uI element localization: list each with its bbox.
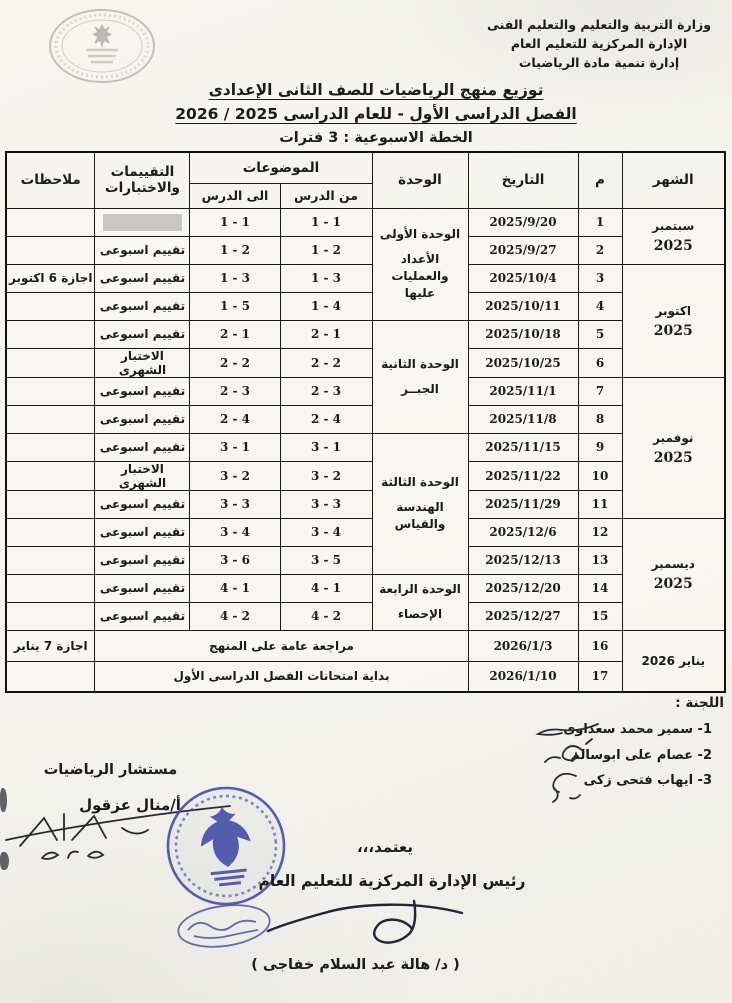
evaluation-cell: تقييم اسبوعى [95,320,190,348]
notes-cell [6,377,95,405]
serial-cell: 11 [578,490,622,518]
shaded-box [103,214,182,231]
lesson-from-cell: 2 - 4 [280,405,372,433]
notes-cell [6,490,95,518]
evaluation-cell: الاختبار الشهرى [95,461,190,490]
date-cell: 2025/9/27 [468,236,578,264]
lesson-to-cell: 3 - 3 [190,490,280,518]
table-row [6,546,725,574]
lesson-to-cell: 2 - 3 [190,377,280,405]
table-row [6,236,725,264]
serial-cell: 15 [578,602,622,630]
signature-samir [538,724,598,735]
date-cell: 2026/1/3 [468,630,578,661]
date-cell: 2025/12/27 [468,602,578,630]
evaluation-cell: الاختبار الشهرى [95,348,190,377]
ministry-logo-icon [46,6,158,86]
approval-title: رئيس الإدارة المركزية للتعليم العام [258,872,526,890]
table-row [6,630,725,661]
ink-mark [0,852,9,870]
serial-cell: 12 [578,518,622,546]
lesson-to-cell: 3 - 2 [190,461,280,490]
merged-note-cell: بداية امتحانات الفصل الدراسى الأول [95,661,468,692]
table-row [6,433,725,461]
committee-heading: اللجنة : [675,695,724,711]
evaluation-cell: تقييم اسبوعى [95,574,190,602]
table-row [6,602,725,630]
unit-cell: الوحدة الرابعة الإحصاء [372,574,468,630]
header-to-lesson: الى الدرس [190,183,280,208]
serial-cell: 10 [578,461,622,490]
notes-cell: اجازة 6 اكتوبر [6,264,95,292]
serial-cell: 13 [578,546,622,574]
notes-cell [6,208,95,236]
evaluation-cell [95,208,190,236]
merged-note-cell: مراجعة عامة على المنهج [95,630,468,661]
evaluation-cell: تقييم اسبوعى [95,292,190,320]
evaluation-cell: تقييم اسبوعى [95,490,190,518]
notes-cell [6,433,95,461]
lesson-to-cell: 1 - 1 [190,208,280,236]
evaluation-cell: تقييم اسبوعى [95,405,190,433]
date-cell: 2025/11/22 [468,461,578,490]
lesson-to-cell: 3 - 1 [190,433,280,461]
table-row [6,348,725,377]
committee-member-1: 1- سمير محمد سعداوى [563,722,712,737]
approval-name: ( د/ هالة عبد السلام خفاجى ) [251,957,460,973]
unit-cell: الوحدة الثالثة الهندسة والقياس [372,433,468,574]
header-evaluations: التقييمات والاختبارات [95,152,190,208]
lesson-to-cell: 3 - 4 [190,518,280,546]
lesson-from-cell: 3 - 3 [280,490,372,518]
evaluation-cell: تقييم اسبوعى [95,602,190,630]
lesson-to-cell: 4 - 1 [190,574,280,602]
lesson-from-cell: 3 - 5 [280,546,372,574]
lesson-to-cell: 3 - 6 [190,546,280,574]
serial-cell: 2 [578,236,622,264]
header-serial: م [578,152,622,208]
month-cell: يناير 2026 [622,630,725,692]
unit-cell: الوحدة الثانية الجبــر [372,320,468,433]
header-notes: ملاحظات [6,152,95,208]
advisor-name: أ/منال عزقول [79,796,181,814]
table-row [6,377,725,405]
notes-cell [6,320,95,348]
header-date: التاريخ [468,152,578,208]
month-cell: اكتوبر 2025 [622,264,725,377]
table-row [6,320,725,348]
table-row [6,461,725,490]
serial-cell: 8 [578,405,622,433]
serial-cell: 6 [578,348,622,377]
lesson-from-cell: 3 - 1 [280,433,372,461]
lesson-from-cell: 2 - 1 [280,320,372,348]
table-row [6,490,725,518]
lesson-from-cell: 1 - 2 [280,236,372,264]
serial-cell: 1 [578,208,622,236]
schedule-table-body [6,208,725,692]
notes-cell [6,236,95,264]
advisor-title: مستشار الرياضيات [43,762,178,778]
serial-cell: 7 [578,377,622,405]
evaluation-cell: تقييم اسبوعى [95,236,190,264]
evaluation-cell: تقييم اسبوعى [95,546,190,574]
serial-cell: 5 [578,320,622,348]
curriculum-schedule-table [5,151,726,693]
header-month: الشهر [622,152,725,208]
lesson-from-cell: 2 - 3 [280,377,372,405]
notes-cell [6,348,95,377]
signature-head-icon [266,893,466,955]
table-header-row [6,152,725,183]
table-row [6,292,725,320]
notes-cell [6,546,95,574]
date-cell: 2025/12/20 [468,574,578,602]
lesson-to-cell: 2 - 2 [190,348,280,377]
lesson-from-cell: 4 - 2 [280,602,372,630]
lesson-to-cell: 1 - 3 [190,264,280,292]
serial-cell: 14 [578,574,622,602]
lesson-to-cell: 1 - 2 [190,236,280,264]
lesson-to-cell: 2 - 4 [190,405,280,433]
ink-mark [0,788,7,812]
date-cell: 2025/10/11 [468,292,578,320]
notes-cell: اجازة 7 يناير [6,630,95,661]
lesson-to-cell: 2 - 1 [190,320,280,348]
letterhead-block [474,15,724,72]
ministry-line-2: الإدارة المركزية للتعليم العام [510,36,688,51]
page-subtitle: الفصل الدراسى الأول - للعام الدراسى 2025 / 2026 [175,105,577,123]
serial-cell: 9 [578,433,622,461]
table-row [6,264,725,292]
unit-cell: الوحدة الأولى الأعداد والعمليات عليها [372,208,468,320]
table-row [6,405,725,433]
evaluation-cell: تقييم اسبوعى [95,433,190,461]
signature-ehab [553,774,580,802]
serial-cell: 4 [578,292,622,320]
lesson-from-cell: 1 - 3 [280,264,372,292]
evaluation-cell: تقييم اسبوعى [95,377,190,405]
date-cell: 2025/10/25 [468,348,578,377]
notes-cell [6,661,95,692]
committee-member-3: 3- ايهاب فتحى زكى [583,773,712,788]
notes-cell [6,405,95,433]
weekly-plan-note: الخطة الاسبوعية : 3 فترات [279,130,473,146]
header-unit: الوحدة [372,152,468,208]
table-row [6,574,725,602]
date-cell: 2025/12/6 [468,518,578,546]
lesson-from-cell: 2 - 2 [280,348,372,377]
serial-cell: 17 [578,661,622,692]
month-cell: سبتمبر 2025 [622,208,725,264]
date-cell: 2025/11/15 [468,433,578,461]
lesson-from-cell: 3 - 2 [280,461,372,490]
date-cell: 2025/10/4 [468,264,578,292]
month-cell: نوفمبر 2025 [622,377,725,518]
notes-cell [6,602,95,630]
date-cell: 2026/1/10 [468,661,578,692]
document-titles [136,78,616,150]
date-cell: 2025/9/20 [468,208,578,236]
signature-essam [545,739,592,762]
table-row [6,518,725,546]
lesson-from-cell: 3 - 4 [280,518,372,546]
serial-cell: 3 [578,264,622,292]
lesson-from-cell: 1 - 1 [280,208,372,236]
page-title: توزيع منهج الرياضيات للصف الثانى الإعدادى [208,81,544,99]
date-cell: 2025/12/13 [468,546,578,574]
date-cell: 2025/11/8 [468,405,578,433]
header-topics: الموضوعات [190,152,372,183]
evaluation-cell: تقييم اسبوعى [95,518,190,546]
lesson-to-cell: 1 - 5 [190,292,280,320]
notes-cell [6,461,95,490]
approval-word: يعتمد،،، [356,838,414,856]
date-cell: 2025/10/18 [468,320,578,348]
notes-cell [6,574,95,602]
evaluation-cell: تقييم اسبوعى [95,264,190,292]
notes-cell [6,518,95,546]
committee-member-2: 2- عصام على ابوسالم [570,747,712,763]
date-cell: 2025/11/29 [468,490,578,518]
lesson-from-cell: 1 - 4 [280,292,372,320]
ministry-line-1: وزارة التربية والتعليم والتعليم الفنى [486,17,712,32]
ministry-line-3: إدارة تنمية مادة الرياضيات [518,55,680,70]
table-row [6,208,725,236]
committee-signatures-icon [510,708,620,808]
month-cell: ديسمبر 2025 [622,518,725,630]
lesson-to-cell: 4 - 2 [190,602,280,630]
date-cell: 2025/11/1 [468,377,578,405]
header-from-lesson: من الدرس [280,183,372,208]
serial-cell: 16 [578,630,622,661]
notes-cell [6,292,95,320]
table-row [6,661,725,692]
lesson-from-cell: 4 - 1 [280,574,372,602]
